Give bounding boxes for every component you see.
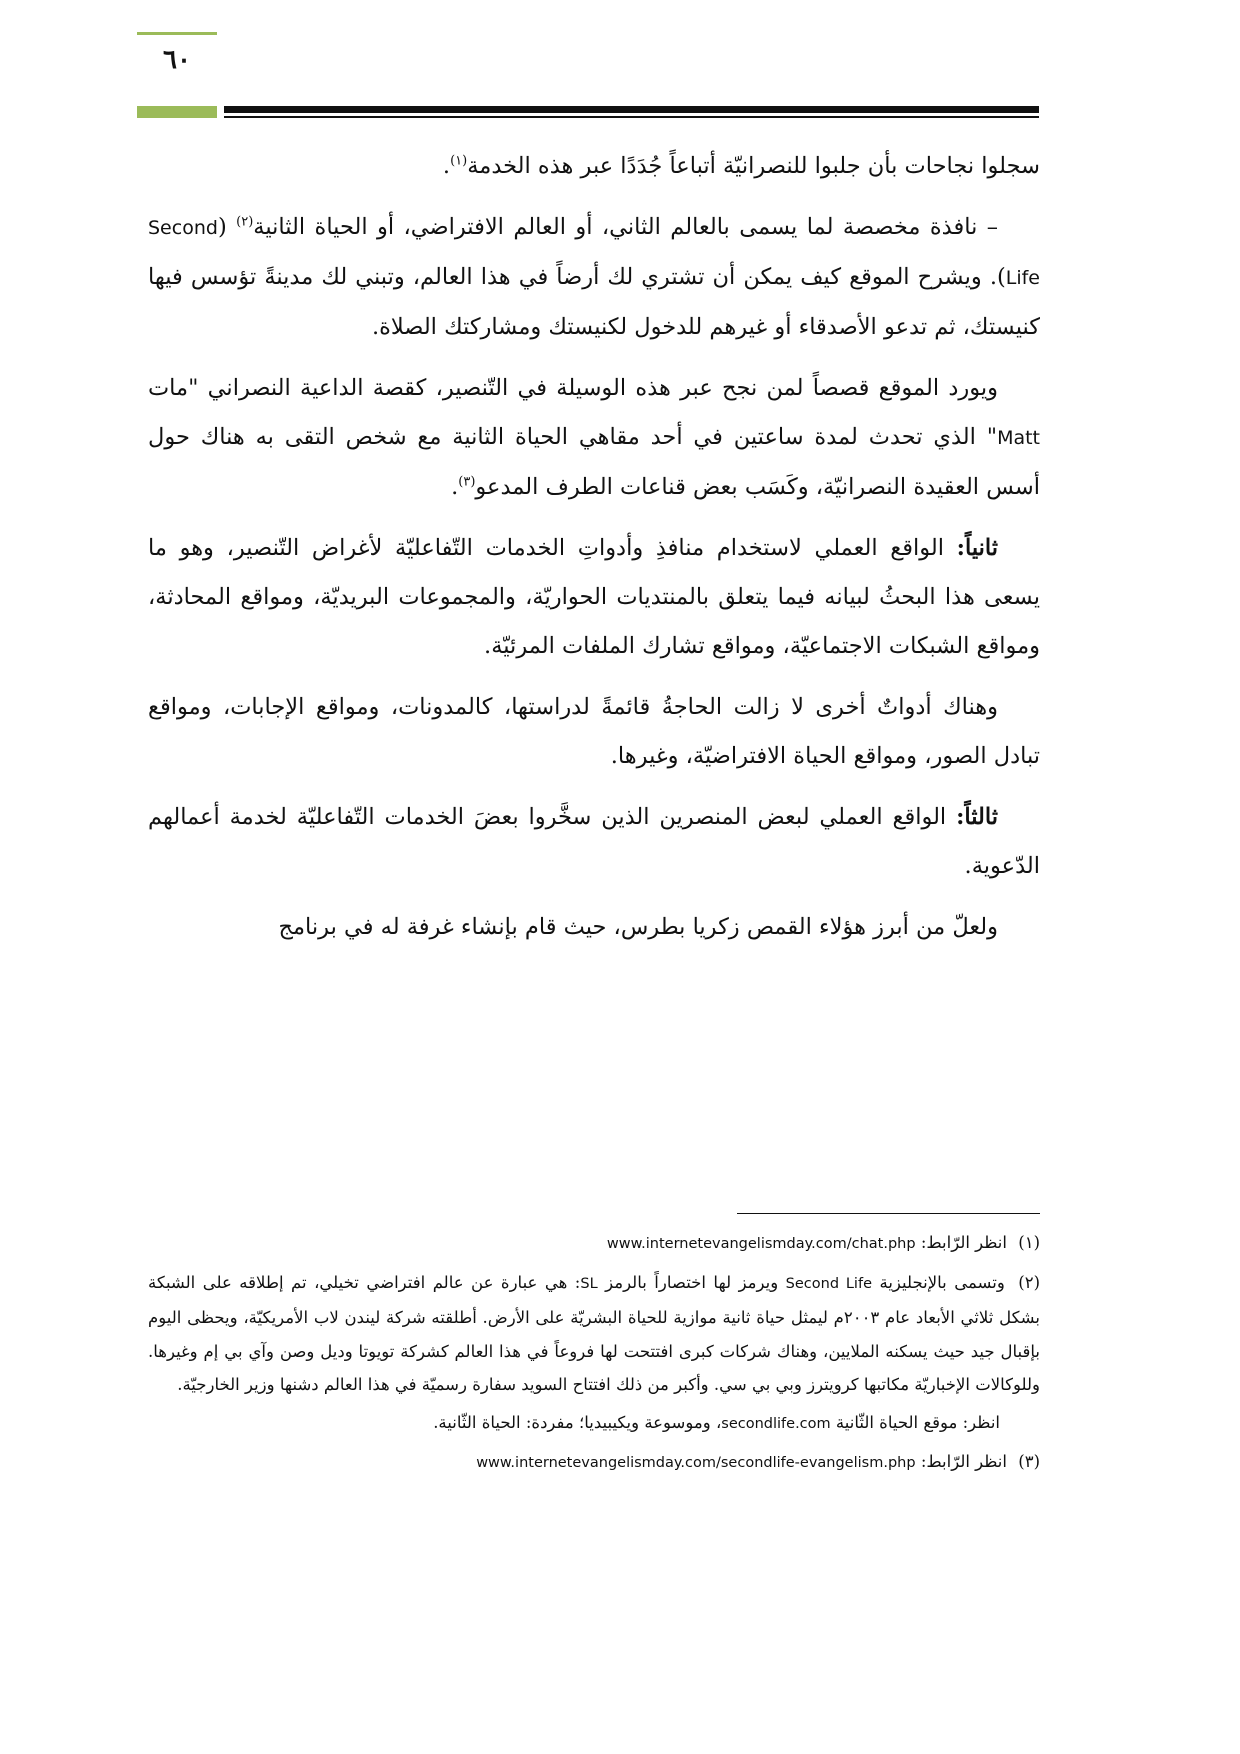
footnote-ref-3: (٣): [458, 474, 476, 490]
paragraph-text: ). ويشرح الموقع كيف يمكن أن تشتري لك أرضاً في هذا العالم، وتبني لك مدينةً تؤسس فيها كنيستك، ثم تدعو الأصدقاء أو غيرهم للدخول لكنيستك ومشاركتك الصلاة.: [148, 264, 1040, 340]
paragraph-text: وهناك أدواتٌ أخرى لا زالت الحاجةُ قائمةً لدراستها، كالمدونات، ومواقع الإجابات، ومواقع تبادل الصور، ومواقع الحياة الافتراضيّة، وغيرها.: [148, 694, 1040, 769]
footnote-text: وتسمى بالإنجليزية: [879, 1272, 1005, 1292]
paragraph-text: – نافذة مخصصة لما يسمى بالعالم الثاني، أو العالم الافتراضي، أو الحياة الثانية: [253, 214, 998, 240]
footnote-3: [148, 1445, 1040, 1481]
paragraph-text: سجلوا نجاحات بأن جلبوا للنصرانيّة أتباعاً جُدَدًا عبر هذه الخدمة: [467, 153, 1040, 179]
footnote-text: انظر الرّابط:: [920, 1233, 1007, 1252]
header-rule-thin: [224, 116, 1039, 118]
punctuation: (: [217, 214, 227, 240]
paragraph-7: [148, 903, 1040, 952]
footnote-link: secondlife.com: [721, 1415, 831, 1432]
punctuation: .: [451, 474, 459, 500]
section-marker: ثالثاً:: [956, 804, 998, 830]
footnote-text: انظر: موقع الحياة الثّانية: [835, 1412, 1000, 1432]
footnote-separator: [737, 1213, 1040, 1214]
footnote-link: www.internetevangelismday.com/secondlife-evangelism.php: [476, 1455, 916, 1471]
paragraph-text: الواقع العملي لاستخدام منافذِ وأدواتِ الخدمات التّفاعليّة لأغراض التّنصير، وهو ما يسعى هذا البحثُ لبيانه فيما يتعلق بالمنتديات الحواريّة، والمجموعات البريديّة، ومواقع المحادثة، ومواقع الشبكات الاجتماعيّة، ومواقع تشارك الملفات المرئيّة.: [148, 535, 1040, 659]
paragraph-1: [148, 142, 1040, 191]
paragraph-6: [148, 793, 1040, 891]
header-rule: [224, 106, 1039, 113]
footnote-2: [148, 1266, 1040, 1402]
footnote-number: (٢): [1018, 1272, 1041, 1292]
latin-term: SL: [580, 1275, 598, 1292]
footnote-text: ، وموسوعة ويكيبيديا؛ مفردة: الحياة الثّانية.: [433, 1412, 722, 1432]
section-marker: ثانياً:: [956, 535, 998, 561]
paragraph-text: الواقع العملي لبعض المنصرين الذين سخَّروا بعضَ الخدمات التّفاعليّة لخدمة أعمالهم الدّعوية.: [148, 804, 1040, 879]
header-accent-block: [137, 106, 217, 118]
footnote-2-source: [148, 1406, 1040, 1442]
paragraph-2: [148, 203, 1040, 352]
footnote-number: (٣): [1018, 1452, 1040, 1471]
paragraph-text: ولعلّ من أبرز هؤلاء القمص زكريا بطرس، حيث قام بإنشاء غرفة له في برنامج: [278, 914, 998, 940]
paragraph-5: [148, 683, 1040, 781]
paragraph-text: " الذي تحدث لمدة ساعتين في أحد مقاهي الحياة الثانية مع شخص التقى به هناك حول أسس العقيدة النصرانيّة، وكَسَب بعض قناعات الطرف المدعو: [148, 424, 1040, 500]
paragraph-3: [148, 364, 1040, 512]
latin-term: Matt: [997, 427, 1040, 449]
footnote-1: [148, 1226, 1040, 1262]
footnote-ref-1: (١): [450, 153, 468, 169]
footnote-number: (١): [1018, 1233, 1040, 1252]
footnote-text: انظر الرّابط:: [920, 1452, 1007, 1471]
page-number: ٦٠: [163, 45, 191, 75]
paragraph-text: ويورد الموقع قصصاً لمن نجح عبر هذه الوسيلة في التّنصير، كقصة الداعية النصراني "مات: [148, 375, 998, 401]
footnotes: [148, 1226, 1040, 1485]
paragraph-4: [148, 524, 1040, 671]
footnote-ref-2: (٢): [236, 214, 254, 230]
footnote-text: ويرمز لها اختصاراً بالرمز: [605, 1272, 779, 1292]
latin-term: Second Life: [785, 1275, 872, 1292]
footnote-link: www.internetevangelismday.com/chat.php: [606, 1236, 916, 1252]
main-text: [148, 142, 1040, 964]
punctuation: .: [442, 153, 451, 179]
latin-term: Second Life: [148, 217, 1040, 289]
footnote-text: : هي عبارة عن عالم افتراضي تخيلي، تم إطلاقه على الشبكة بشكل ثلاثي الأبعاد عام ٢٠٠٣م ليمثل حياة ثانية موازية للحياة البشريّة على الأرض. أطلقته شركة ليندن لاب الأمريكيّة، ويحظى اليوم بإقبال جيد حيث يسكنه الملايين، وهناك شركات كبرى افتتحت لها فروعاً في هذا العالم كشركة تويوتا وديل وصن وآي بي إم وغيرها. وللوكالات الإخباريّة مكاتبها كرويترز وبي بي سي. وأكبر من ذلك افتتاح السويد سفارة رسميّة في هذا العالم دشنها وزير الخارجيّة.: [148, 1272, 1040, 1394]
